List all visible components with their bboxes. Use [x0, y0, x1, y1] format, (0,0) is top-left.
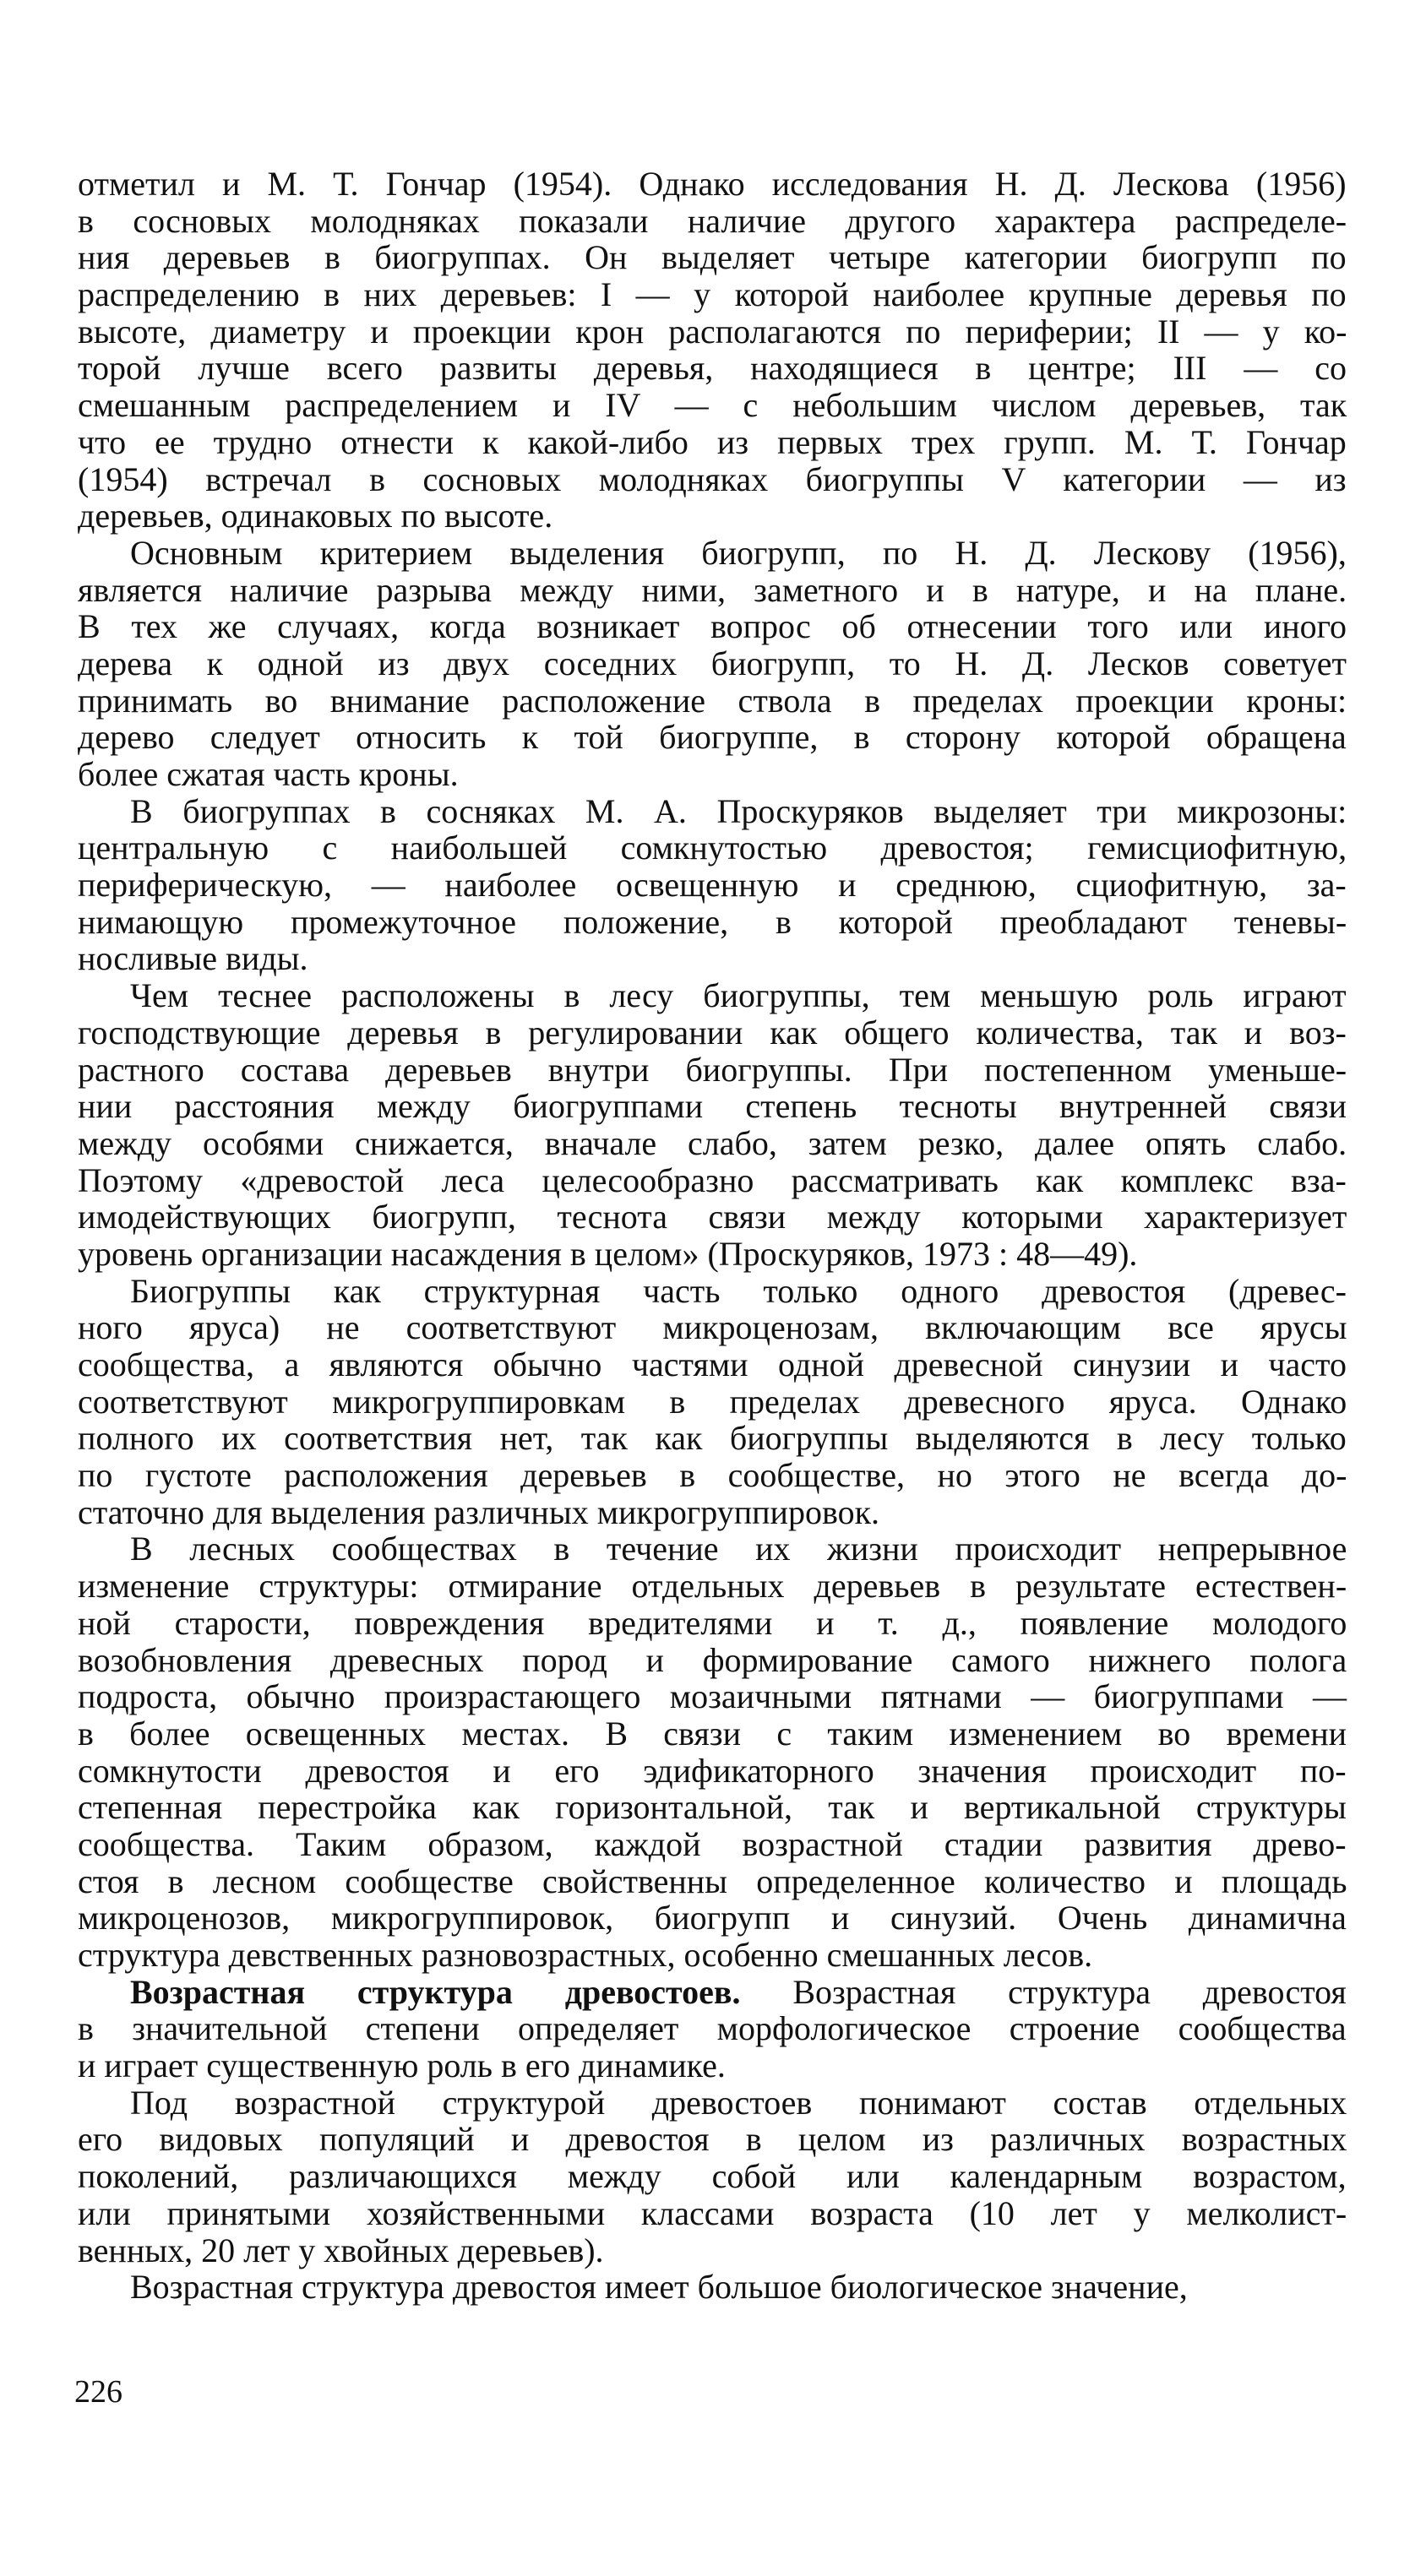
paragraph — [78, 977, 1347, 1273]
text-line — [78, 719, 1347, 756]
line-text: между особями снижается, вначале слабо, затем резко, далее опять слабо. — [78, 1123, 1347, 1162]
text-line — [78, 572, 1347, 609]
line-text: В тех же случаях, когда возникает вопрос об отнесении того или иного — [78, 607, 1347, 646]
text-line — [78, 276, 1347, 313]
text-line — [78, 645, 1347, 682]
text-line — [78, 535, 1347, 572]
line-text: в более освещенных местах. В связи с таким изменением во времени — [78, 1714, 1347, 1753]
line-text: нии расстояния между биогруппами степень тесноты внутренней связи — [78, 1087, 1347, 1126]
text-line — [78, 1568, 1347, 1605]
line-text: микроценозов, микрогруппировок, биогрупп и синузий. Очень динамична — [78, 1899, 1347, 1937]
paragraph — [78, 2269, 1347, 2306]
text-line — [78, 2158, 1347, 2195]
text-line — [78, 1789, 1347, 1826]
paragraph — [78, 1273, 1347, 1531]
line-text: полного их соответствия нет, так как биогруппы выделяются в лесу только — [78, 1419, 1347, 1458]
text-line — [78, 2047, 1347, 2084]
text-line — [78, 977, 1347, 1014]
line-text: сообщества, а являются обычно частями одной древесной синузии и часто — [78, 1345, 1347, 1383]
line-text: отметил и М. Т. Гончар (1954). Однако исследования Н. Д. Лескова (1956) — [78, 165, 1347, 203]
line-text: сомкнутости древостоя и его эдификаторного значения происходит по- — [78, 1751, 1347, 1790]
line-text: ной старости, повреждения вредителями и т. д., появление молодого — [78, 1603, 1347, 1642]
line-text: Чем теснее расположены в лесу биогруппы, тем меньшую роль играют — [130, 976, 1347, 1015]
text-line — [78, 1863, 1347, 1900]
line-text: Возрастная структура древостоя имеет большое биологическое значение, — [130, 2268, 1188, 2307]
paragraph — [78, 1530, 1347, 1973]
line-text: и играет существенную роль в его динамике. — [78, 2046, 726, 2085]
line-text: центральную с наибольшей сомкнутостью древостоя; гемисциофитную, — [78, 829, 1347, 867]
line-text: смешанным распределением и IV — с небольшим числом деревьев, так — [78, 386, 1347, 425]
line-text: или принятыми хозяйственными классами возраста (10 лет у мелколист- — [78, 2193, 1347, 2232]
text-line — [78, 756, 1347, 793]
line-text: степенная перестройка как горизонтальной, так и вертикальной структуры — [78, 1788, 1347, 1827]
text-line — [78, 1715, 1347, 1753]
text-line — [78, 2232, 1347, 2269]
line-text: его видовых популяций и древостоя в целом из различных возрастных — [78, 2120, 1347, 2159]
line-text: структура девственных разновозрастных, особенно смешанных лесов. — [78, 1936, 1093, 1974]
text-line — [78, 1974, 1347, 2011]
line-text: растного состава деревьев внутри биогруппы. При постепенном уменьше- — [78, 1050, 1347, 1089]
line-text: статочно для выделения различных микрогруппировок. — [78, 1492, 880, 1531]
line-text: дерево следует относить к той биогруппе, в сторону которой обращена — [78, 718, 1347, 757]
text-line — [78, 350, 1347, 387]
line-text: поколений, различающихся между собой или календарным возрастом, — [78, 2157, 1347, 2196]
text-line — [78, 829, 1347, 867]
text-line — [78, 1642, 1347, 1679]
text-line — [78, 1383, 1347, 1421]
line-text: имодействующих биогрупп, теснота связи между которыми характеризует — [78, 1198, 1347, 1236]
line-text: Поэтому «древостой леса целесообразно рассматривать как комплекс вза- — [78, 1160, 1347, 1199]
paragraph — [78, 535, 1347, 793]
text-line — [78, 203, 1347, 240]
text-line — [78, 1420, 1347, 1457]
line-text: соответствуют микрогруппировкам в пределах древесного яруса. Однако — [78, 1382, 1347, 1421]
line-text: дерева к одной из двух соседних биогрупп, то Н. Д. Лесков советует — [78, 644, 1347, 682]
text-line — [78, 1899, 1347, 1937]
text-line — [78, 166, 1347, 203]
text-line — [78, 1088, 1347, 1125]
line-text: в сосновых молодняках показали наличие другого характера распределе- — [78, 201, 1347, 240]
line-text: нимающую промежуточное положение, в которой преобладают теневы- — [78, 902, 1347, 941]
line-text: более сжатая часть кроны. — [78, 755, 459, 793]
line-text: что ее трудно отнести к какой-либо из первых трех групп. М. Т. Гончар — [78, 422, 1347, 461]
section-heading: Возрастная структура древостоев. — [130, 1972, 741, 2011]
line-text: является наличие разрыва между ними, заметного и в натуре, и на плане. — [78, 570, 1347, 609]
page-number: 226 — [74, 2374, 122, 2410]
paragraph — [78, 793, 1347, 977]
text-line — [78, 608, 1347, 645]
text-line — [78, 2084, 1347, 2122]
line-text: периферическую, — наиболее освещенную и среднюю, сциофитную, за- — [78, 866, 1347, 905]
text-line — [78, 461, 1347, 498]
text-line — [78, 1494, 1347, 1531]
line-text: распределению в них деревьев: I — у которой наиболее крупные деревья по — [78, 275, 1347, 314]
line-text: по густоте расположения деревьев в сообществе, но этого не всегда до- — [78, 1456, 1347, 1495]
page-body — [78, 166, 1347, 2306]
text-line — [78, 239, 1347, 276]
text-line — [78, 1826, 1347, 1863]
text-line — [78, 1273, 1347, 1310]
line-text: возобновления древесных пород и формирование самого нижнего полога — [78, 1640, 1347, 1679]
line-text: принимать во внимание расположение ствола в пределах проекции кроны: — [78, 681, 1347, 720]
line-text: В лесных сообществах в течение их жизни происходит непрерывное — [130, 1530, 1347, 1568]
text-line — [78, 2269, 1347, 2306]
line-text: Биогруппы как структурная часть только одного древостоя (древес- — [130, 1271, 1347, 1310]
line-text: Под возрастной структурой древостоев понимают состав отдельных — [130, 2083, 1347, 2122]
text-line — [78, 424, 1347, 461]
paragraph — [78, 166, 1347, 535]
text-line — [78, 1530, 1347, 1568]
line-text: подроста, обычно произрастающего мозаичными пятнами — биогруппами — — [78, 1677, 1347, 1716]
text-line — [78, 1753, 1347, 1790]
line-text: стоя в лесном сообществе свойственны определенное количество и площадь — [78, 1861, 1347, 1900]
text-line — [78, 313, 1347, 351]
text-line — [78, 2010, 1347, 2047]
line-text: Основным критерием выделения биогрупп, по Н. Д. Лескову (1956), — [130, 533, 1347, 572]
line-text: высоте, диаметру и проекции крон располагаются по периферии; II — у ко- — [78, 312, 1347, 351]
paragraph — [78, 1974, 1347, 2084]
line-text: деревьев, одинаковых по высоте. — [78, 497, 553, 535]
text-line — [78, 1457, 1347, 1494]
text-line — [78, 867, 1347, 904]
text-line — [78, 793, 1347, 830]
text-line — [78, 1346, 1347, 1383]
text-line — [78, 1236, 1347, 1273]
text-line — [78, 1309, 1347, 1346]
text-line — [78, 682, 1347, 720]
text-line — [78, 2195, 1347, 2232]
text-line — [78, 1605, 1347, 1642]
line-text: уровень организации насаждения в целом» (Проскуряков, 1973 : 48—49). — [78, 1234, 1138, 1273]
text-line — [78, 1937, 1347, 1974]
text-line — [78, 1198, 1347, 1236]
text-line — [78, 387, 1347, 424]
line-text: венных, 20 лет у хвойных деревьев). — [78, 2231, 604, 2269]
line-text: Возрастная структура древостоя — [740, 1972, 1347, 2011]
line-text: ного яруса) не соответствуют микроценозам, включающим все ярусы — [78, 1308, 1347, 1347]
text-line — [78, 1162, 1347, 1199]
line-text: носливые виды. — [78, 939, 308, 978]
line-text: в значительной степени определяет морфологическое строение сообщества — [78, 2009, 1347, 2048]
line-text: ния деревьев в биогруппах. Он выделяет четыре категории биогрупп по — [78, 238, 1347, 277]
paragraph — [78, 2084, 1347, 2269]
text-line — [78, 1678, 1347, 1715]
line-text: В биогруппах в сосняках М. А. Проскуряков выделяет три микрозоны: — [130, 791, 1347, 830]
text-line — [78, 940, 1347, 977]
text-line — [78, 1014, 1347, 1052]
text-line — [78, 497, 1347, 535]
line-text: господствующие деревья в регулировании как общего количества, так и воз- — [78, 1013, 1347, 1052]
line-text: торой лучше всего развиты деревья, находящиеся в центре; III — со — [78, 349, 1347, 388]
text-line — [78, 1125, 1347, 1162]
line-text: (1954) встречал в сосновых молодняках биогруппы V категории — из — [78, 459, 1347, 498]
line-text: изменение структуры: отмирание отдельных деревьев в результате естествен- — [78, 1567, 1347, 1606]
line-text: сообщества. Таким образом, каждой возрастной стадии развития древо- — [78, 1824, 1347, 1863]
text-line — [78, 904, 1347, 941]
text-line — [78, 2121, 1347, 2158]
text-line — [78, 1052, 1347, 1089]
